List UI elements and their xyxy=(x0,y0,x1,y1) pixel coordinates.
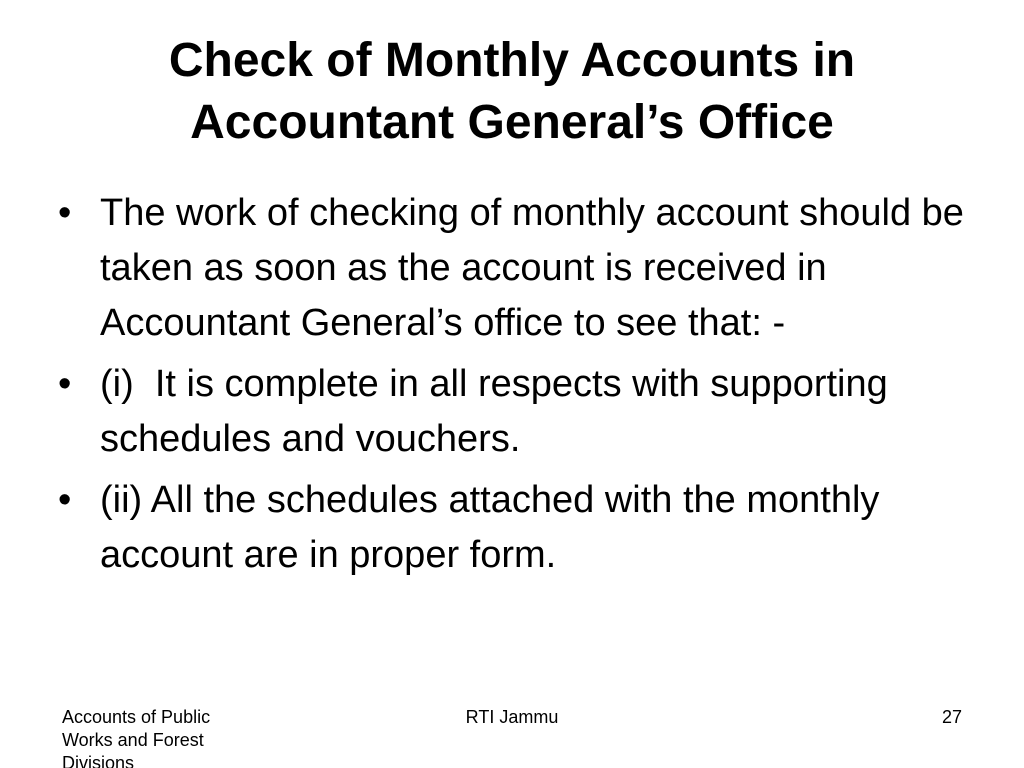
bullet-text: (i) It is complete in all respects with supporting schedules and vouchers. xyxy=(100,363,899,460)
bullet-item xyxy=(58,473,978,583)
page-number: 27 xyxy=(941,707,962,727)
bullet-dot-icon: • xyxy=(58,363,72,405)
bullet-item xyxy=(58,186,978,351)
footer-left-text: Accounts of Public Works and Forest Divisions xyxy=(62,707,211,768)
slide-title xyxy=(60,30,964,154)
slide-title-line-1: Check of Monthly Accounts in xyxy=(168,34,856,87)
bullet-text: (ii) All the schedules attached with the monthly account are in proper form. xyxy=(100,479,880,576)
bullet-dot-icon: • xyxy=(58,192,72,234)
slide-title-line-2: Accountant General’s Office xyxy=(190,96,834,149)
bullet-text: The work of checking of monthly account should be taken as soon as the account is received in Accountant General’s office to see that: - xyxy=(100,192,964,344)
bullet-item xyxy=(58,357,978,467)
footer-center-text: RTI Jammu xyxy=(465,707,559,727)
bullet-dot-icon: • xyxy=(58,479,72,521)
bullet-list xyxy=(58,186,978,589)
